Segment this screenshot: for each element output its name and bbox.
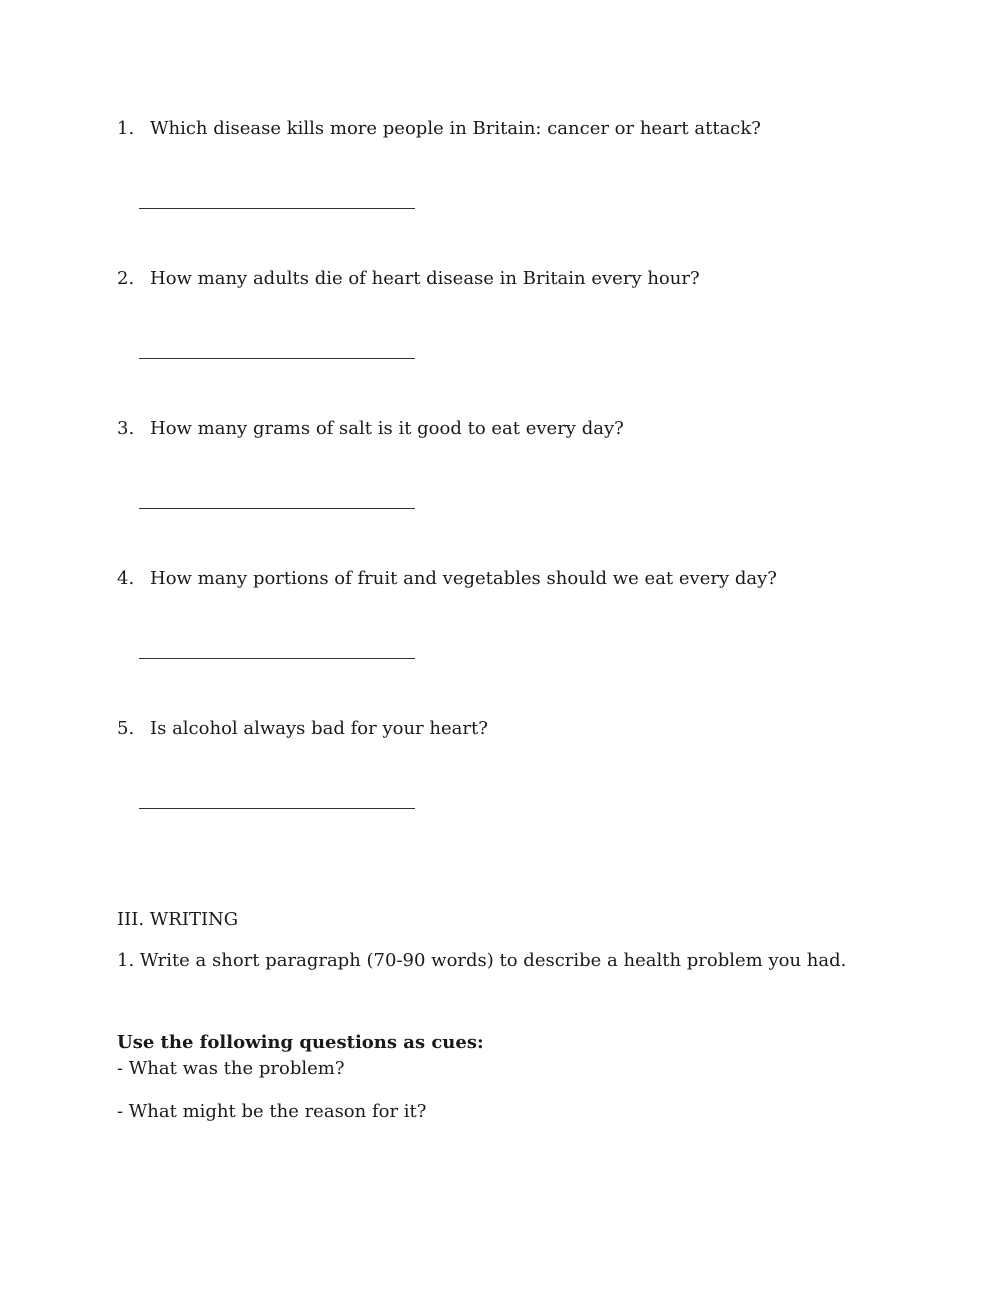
cue-item: - What might be the reason for it? (117, 1101, 427, 1122)
question-number: 5. (117, 718, 135, 739)
question-number: 2. (117, 268, 135, 289)
question-1 (117, 117, 761, 141)
question-text: Is alcohol always bad for your heart? (150, 718, 488, 739)
writing-task: 1. Write a short paragraph (70-90 words) to describe a health problem you had. (117, 950, 847, 971)
question-4 (117, 567, 777, 591)
cue-item: - What was the problem? (117, 1058, 345, 1079)
question-5 (117, 717, 488, 741)
answer-line-1[interactable] (139, 208, 415, 209)
question-2 (117, 267, 700, 291)
cues-heading: Use the following questions as cues: (117, 1032, 484, 1053)
question-text: How many grams of salt is it good to eat every day? (150, 418, 624, 439)
answer-line-2[interactable] (139, 358, 415, 359)
question-number: 4. (117, 568, 135, 589)
question-number: 3. (117, 418, 135, 439)
section-heading: III. WRITING (117, 909, 239, 930)
answer-line-5[interactable] (139, 808, 415, 809)
answer-line-3[interactable] (139, 508, 415, 509)
question-number: 1. (117, 118, 135, 139)
question-3 (117, 417, 624, 441)
question-text: How many portions of fruit and vegetables should we eat every day? (150, 568, 777, 589)
answer-line-4[interactable] (139, 658, 415, 659)
question-text: How many adults die of heart disease in Britain every hour? (150, 268, 700, 289)
question-text: Which disease kills more people in Britain: cancer or heart attack? (150, 118, 761, 139)
